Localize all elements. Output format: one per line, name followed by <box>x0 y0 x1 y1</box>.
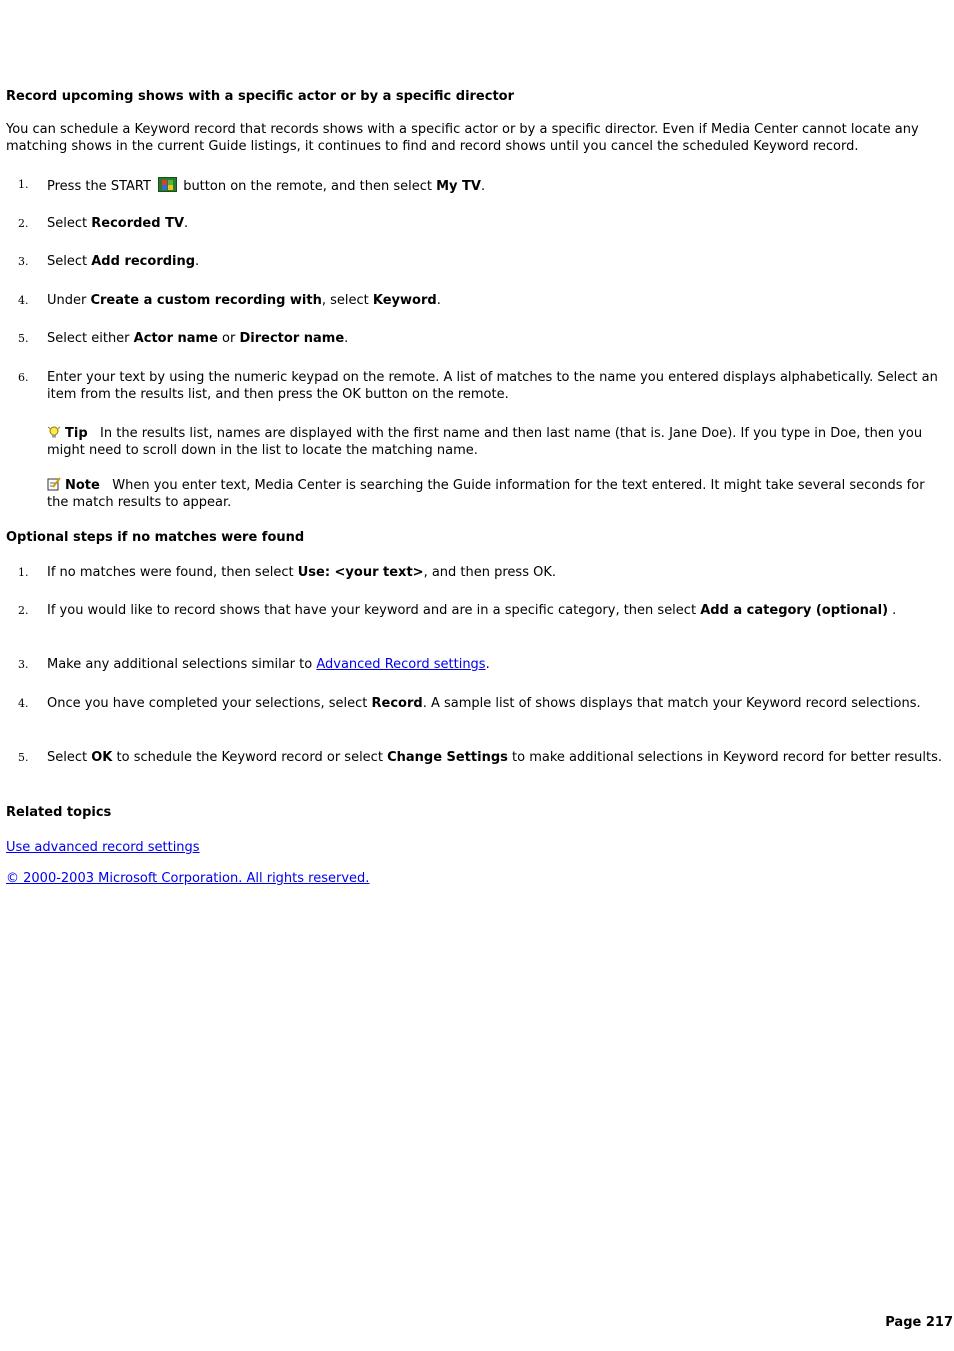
ui-term: OK <box>91 750 113 765</box>
punctuation: . <box>184 216 189 231</box>
step-number: 1. <box>18 566 29 579</box>
optional-step-4 <box>47 696 947 713</box>
step-number: 3. <box>18 255 29 268</box>
tip-label: Tip <box>65 426 88 441</box>
step-number: 4. <box>18 697 29 710</box>
step-text: , select <box>321 293 373 308</box>
step-number: 2. <box>18 217 29 230</box>
step-text: Select <box>47 750 92 765</box>
intro-paragraph: You can schedule a Keyword record that records shows with a specific actor or by a specific director. Even if Media Center cannot locate any matching shows in the current Guide listings, it continues to find and record shows until you cancel the scheduled Keyword record. <box>6 122 919 154</box>
punctuation: . <box>344 331 349 346</box>
section-heading: Record upcoming shows with a specific actor or by a specific director <box>6 89 515 104</box>
ui-term: Actor name <box>133 331 218 346</box>
ui-term: Change Settings <box>387 750 508 765</box>
optional-step-3 <box>47 657 947 674</box>
punctuation: . <box>195 254 200 269</box>
ui-term: Recorded TV <box>91 216 185 231</box>
punctuation: . <box>888 603 897 618</box>
step-text: to schedule the Keyword record or select <box>112 750 388 765</box>
step-3 <box>47 254 947 271</box>
ui-term: Record <box>371 696 423 711</box>
step-text: , and then press OK. <box>423 565 556 580</box>
related-topic-link[interactable]: Use advanced record settings <box>6 840 200 855</box>
ui-term: My TV <box>436 179 481 194</box>
ui-term: Create a custom recording with <box>90 293 322 308</box>
ui-term: Use: <your text> <box>297 565 424 580</box>
note-pencil-icon <box>47 477 61 491</box>
step-1 <box>47 177 947 196</box>
ui-term: Keyword <box>372 293 437 308</box>
step-text: Select <box>47 216 92 231</box>
note-text: When you enter text, Media Center is searching the Guide information for the text entered. It might take several seconds for the match results to appear. <box>47 478 929 510</box>
tip-box <box>47 425 947 459</box>
step-text: . A sample list of shows displays that match your Keyword record selections. <box>422 696 921 711</box>
step-text: If no matches were found, then select <box>47 565 298 580</box>
punctuation: . <box>485 657 490 672</box>
step-text: Press the START <box>47 179 151 194</box>
windows-start-icon <box>158 177 177 192</box>
section-heading: Related topics <box>6 805 112 820</box>
advanced-record-settings-link[interactable]: Advanced Record settings <box>316 657 486 672</box>
step-number: 4. <box>18 294 29 307</box>
step-number: 5. <box>18 332 29 345</box>
ui-term: Add a category (optional) <box>700 603 889 618</box>
step-number: 6. <box>18 371 29 384</box>
section-heading: Optional steps if no matches were found <box>6 530 305 545</box>
step-text: Make any additional selections similar to <box>47 657 317 672</box>
step-text: Once you have completed your selections, select <box>47 696 372 711</box>
step-2 <box>47 216 947 233</box>
note-label: Note <box>65 478 100 493</box>
step-6: Enter your text by using the numeric keypad on the remote. A list of matches to the name you entered displays alphabetically. Select an item from the results list, and then press the OK button on the remote. <box>47 370 938 402</box>
tip-text: In the results list, names are displayed with the first name and then last name (that is. Jane Doe). If you type in Doe, then you might need to scroll down in the list to locate the matching name. <box>47 426 927 458</box>
step-4 <box>47 293 947 310</box>
optional-step-5 <box>47 750 947 767</box>
step-number: 5. <box>18 751 29 764</box>
step-text: or <box>217 331 240 346</box>
step-text: Select either <box>47 331 134 346</box>
lightbulb-icon <box>47 425 61 439</box>
punctuation: . <box>480 179 486 194</box>
copyright-link[interactable]: © 2000-2003 Microsoft Corporation. All rights reserved. <box>6 871 370 886</box>
ui-term: Add recording <box>91 254 196 269</box>
punctuation: . <box>436 293 441 308</box>
step-number: 2. <box>18 604 29 617</box>
optional-step-1 <box>47 565 947 582</box>
step-text: button on the remote, and then select <box>179 179 437 194</box>
page-number: Page 217 <box>885 1315 953 1330</box>
ui-term: Director name <box>239 331 345 346</box>
step-text: Under <box>47 293 91 308</box>
step-5 <box>47 331 947 348</box>
step-text: to make additional selections in Keyword record for better results. <box>507 750 942 765</box>
note-box <box>47 477 947 511</box>
step-text: If you would like to record shows that have your keyword and are in a specific category, then select <box>47 603 701 618</box>
optional-step-2 <box>47 603 947 620</box>
step-number: 1. <box>18 178 29 191</box>
step-number: 3. <box>18 658 29 671</box>
step-text: Select <box>47 254 92 269</box>
